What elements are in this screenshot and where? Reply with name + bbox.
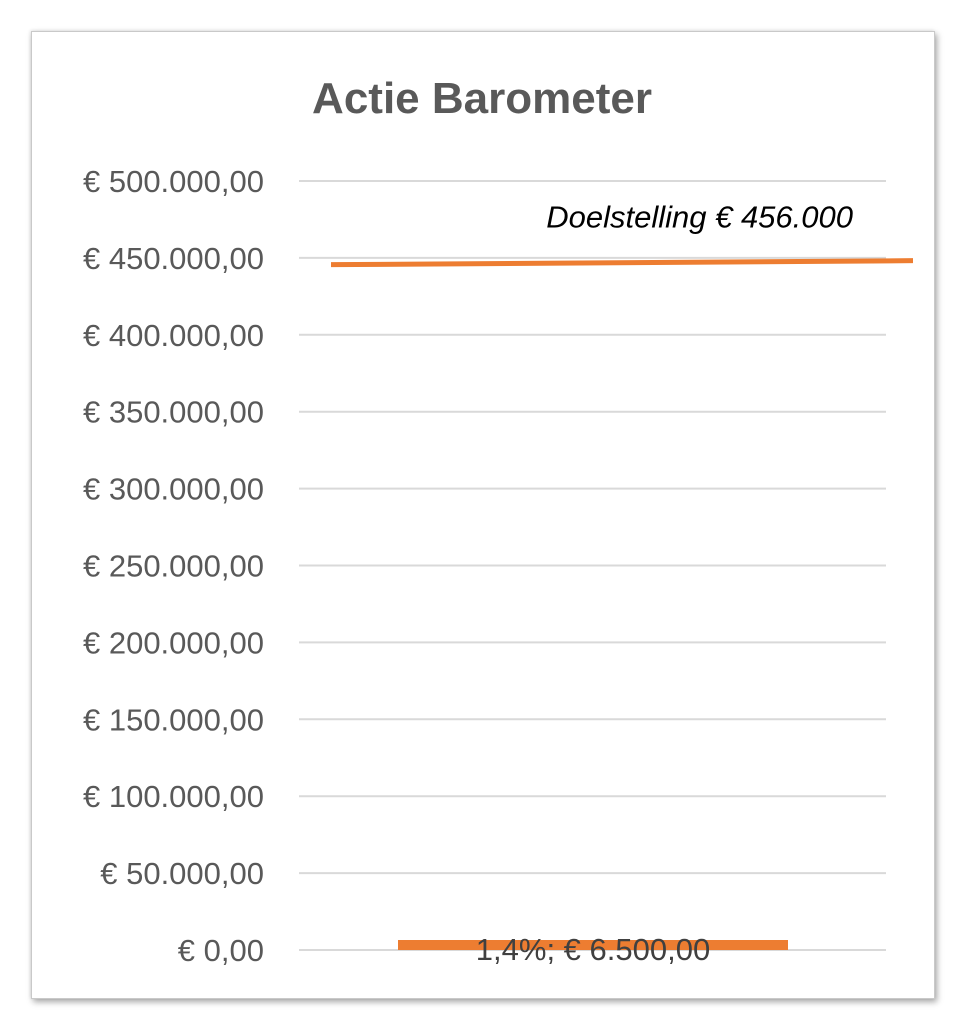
y-tick-label: € 350.000,00: [82, 394, 264, 430]
target-line: [331, 261, 913, 265]
bar-data-label: 1,4%; € 6.500,00: [475, 932, 711, 967]
y-axis-ticks: [83, 164, 264, 968]
y-tick-label: € 250.000,00: [82, 548, 264, 584]
y-tick-label: € 100.000,00: [82, 779, 264, 815]
y-tick-label: € 200.000,00: [82, 625, 264, 661]
chart-title: Actie Barometer: [312, 74, 652, 123]
y-tick-label: € 450.000,00: [82, 240, 264, 276]
target-label: Doelstelling € 456.000: [546, 199, 853, 235]
y-tick-label: € 300.000,00: [82, 471, 264, 507]
gridlines: [299, 181, 886, 950]
y-tick-label: € 500.000,00: [82, 164, 264, 199]
y-tick-label: € 400.000,00: [82, 317, 264, 353]
y-tick-label: € 150.000,00: [82, 702, 264, 738]
y-tick-label: € 0,00: [177, 933, 264, 968]
target-annotation: [331, 200, 913, 265]
y-tick-label: € 50.000,00: [100, 856, 264, 892]
bars: [398, 932, 788, 967]
